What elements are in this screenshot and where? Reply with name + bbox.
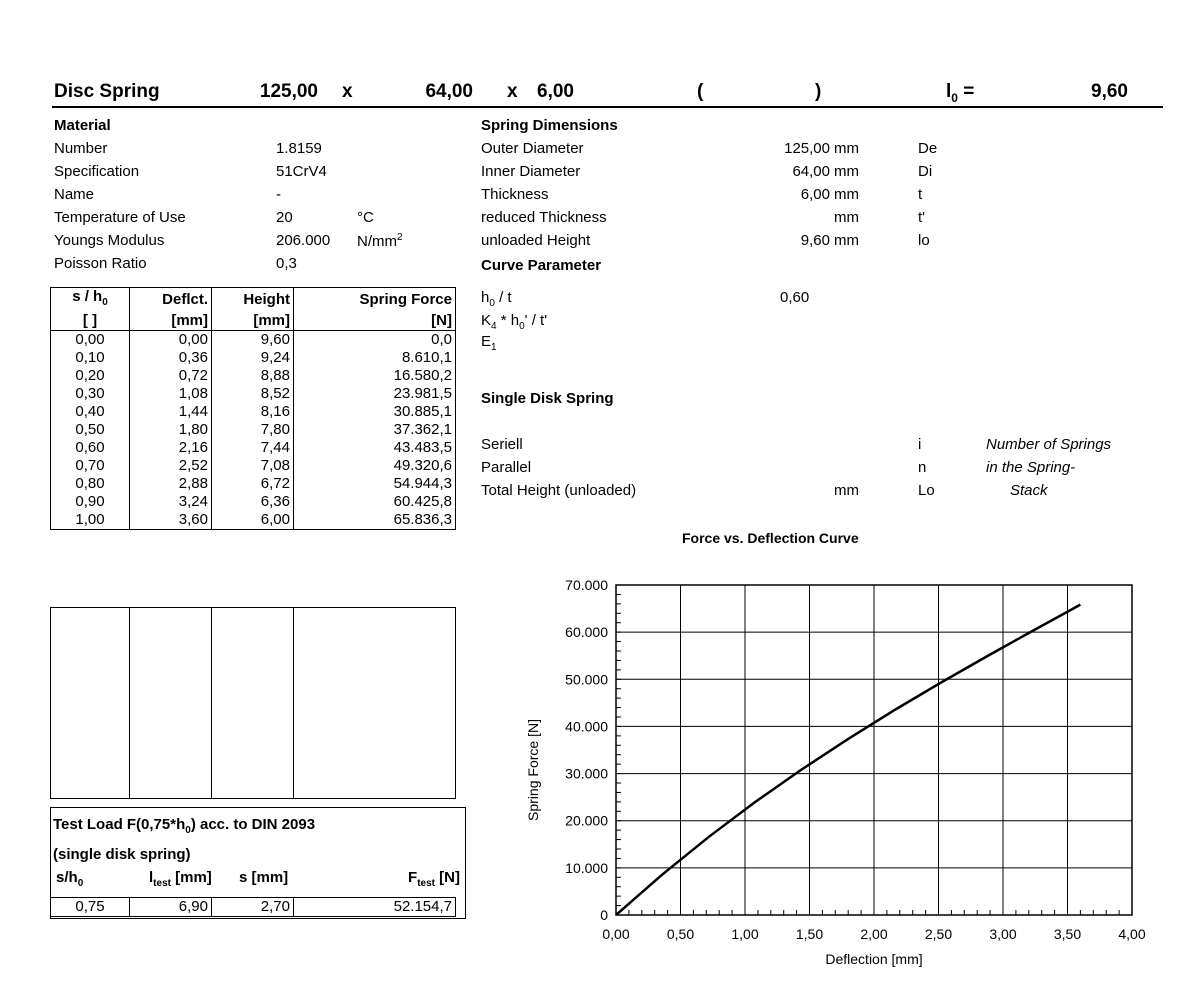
height-cell: 8,16 [212, 403, 294, 421]
deflection-table [50, 287, 456, 530]
table-row [51, 475, 456, 493]
y-tick-label: 70.000 [565, 577, 608, 593]
dimension-unit: mm [834, 232, 859, 249]
curve-param-k4: $K_4 * h_0'$ / t' [481, 312, 548, 332]
force-cell: 43.483,5 [294, 439, 456, 457]
ratio-cell: 0,60 [51, 439, 130, 457]
x-tick-label: 2,00 [860, 926, 888, 942]
x-tick-label: 0,00 [602, 926, 630, 942]
y-axis-label: Spring Force [N] [525, 719, 541, 821]
dimension-label: reduced Thickness [481, 209, 607, 226]
test-force-value: 52.154,7 [294, 898, 456, 917]
unit-force: [N] [294, 312, 456, 331]
single-symbol: i [918, 436, 922, 453]
x-tick-label: 3,50 [1053, 926, 1082, 942]
deflection-cell: 3,60 [130, 511, 212, 530]
force-cell: 8.610,1 [294, 349, 456, 367]
ratio-cell: 0,50 [51, 421, 130, 439]
single-symbol: n [918, 459, 927, 476]
dimension-symbol: t [918, 186, 923, 203]
single-unit: mm [834, 482, 859, 499]
dimension-value: 6,00 [800, 186, 830, 203]
single-label: Total Height (unloaded) [481, 482, 637, 499]
deflection-cell: 1,44 [130, 403, 212, 421]
force-cell: 30.885,1 [294, 403, 456, 421]
dimension-symbol: Di [918, 163, 933, 180]
header-times-2: x [507, 81, 518, 102]
header-underline [52, 106, 1163, 108]
test-col-ftest: $F_{test}$ [N] [408, 869, 460, 889]
material-label: Youngs Modulus [54, 232, 165, 249]
test-load-values [50, 897, 456, 917]
header-inner-diameter: 64,00 [425, 81, 473, 102]
material-label: Number [54, 140, 108, 157]
height-cell: 7,80 [212, 421, 294, 439]
height-cell: 9,24 [212, 349, 294, 367]
table-row [51, 439, 456, 457]
force-curve [616, 605, 1080, 915]
deflection-cell: 2,52 [130, 457, 212, 475]
unit-ratio: [ ] [51, 312, 130, 331]
material-unit: $N/mm^2$ [357, 232, 403, 250]
ratio-cell: 0,30 [51, 385, 130, 403]
table-header-row [51, 288, 456, 313]
table-row [51, 511, 456, 530]
deflection-cell: 2,88 [130, 475, 212, 493]
dimension-value: 64,00 [792, 163, 830, 180]
dimension-symbol: lo [918, 232, 930, 249]
force-cell: 16.580,2 [294, 367, 456, 385]
height-cell: 7,44 [212, 439, 294, 457]
dimension-symbol: t' [918, 209, 926, 226]
ratio-cell: 1,00 [51, 511, 130, 530]
header-l0-value: 9,60 [1091, 81, 1128, 102]
dimension-label: Thickness [481, 186, 549, 203]
single-note: Number of Springs [986, 436, 1112, 453]
table-row [51, 349, 456, 367]
table-row [51, 367, 456, 385]
deflection-cell: 2,16 [130, 439, 212, 457]
deflection-cell: 0,00 [130, 331, 212, 350]
empty-cell [51, 608, 130, 799]
table-row [51, 493, 456, 511]
empty-cell [130, 608, 212, 799]
y-tick-label: 20.000 [565, 812, 608, 829]
ratio-cell: 0,00 [51, 331, 130, 350]
chart-title: Force vs. Deflection Curve [682, 530, 859, 546]
dimension-value: 125,00 [784, 140, 830, 157]
test-ltest-value: 6,90 [130, 898, 212, 917]
height-cell: 8,52 [212, 385, 294, 403]
col-header-deflection: Deflct. [130, 288, 212, 313]
dimension-symbol: De [918, 140, 938, 157]
force-deflection-chart [520, 570, 1160, 990]
test-col-s: s [mm] [239, 869, 289, 886]
x-tick-label: 1,50 [795, 926, 824, 942]
dimension-value: 9,60 [800, 232, 830, 249]
force-cell: 60.425,8 [294, 493, 456, 511]
force-cell: 54.944,3 [294, 475, 456, 493]
unit-height: [mm] [212, 312, 294, 331]
dimension-label: Inner Diameter [481, 163, 581, 180]
table-row [51, 385, 456, 403]
ratio-cell: 0,40 [51, 403, 130, 421]
ratio-cell: 0,20 [51, 367, 130, 385]
dimension-unit: mm [834, 186, 859, 203]
height-cell: 6,72 [212, 475, 294, 493]
material-label: Temperature of Use [54, 209, 186, 226]
dimension-label: Outer Diameter [481, 140, 584, 157]
col-header-height: Height [212, 288, 294, 313]
x-tick-label: 0,50 [666, 926, 695, 942]
empty-cell [294, 608, 456, 799]
material-label: Specification [54, 163, 140, 180]
y-tick-label: 10.000 [565, 859, 608, 876]
material-value: 20 [276, 209, 293, 226]
force-cell: 23.981,5 [294, 385, 456, 403]
ratio-cell: 0,70 [51, 457, 130, 475]
empty-cell [212, 608, 294, 799]
curve-param-h0t: $h_0$ / t [481, 289, 512, 309]
test-load-subtitle: (single disk spring) [53, 846, 191, 863]
col-header-ratio: s / $h_0$ [51, 288, 130, 313]
single-label: Seriell [481, 436, 523, 453]
single-disk-title: Single Disk Spring [481, 390, 614, 407]
dimension-label: unloaded Height [481, 232, 591, 249]
ratio-cell: 0,10 [51, 349, 130, 367]
x-tick-label: 4,00 [1118, 926, 1146, 942]
material-title: Material [54, 117, 111, 134]
test-load-row [51, 898, 456, 917]
height-cell: 6,00 [212, 511, 294, 530]
test-s-value: 2,70 [212, 898, 294, 917]
height-cell: 7,08 [212, 457, 294, 475]
deflection-cell: 3,24 [130, 493, 212, 511]
test-ratio-value: 0,75 [51, 898, 130, 917]
material-value: 51CrV4 [276, 163, 327, 180]
header-outer-diameter: 125,00 [259, 81, 318, 102]
material-value: - [276, 186, 281, 203]
x-tick-label: 1,00 [731, 926, 759, 942]
y-tick-label: 50.000 [565, 671, 608, 688]
table-row [51, 331, 456, 350]
curve-param-e1: $E_1$ [481, 333, 497, 353]
dimension-unit: mm [834, 163, 859, 180]
deflection-cell: 0,36 [130, 349, 212, 367]
curve-param-h0t-value: 0,60 [780, 289, 810, 306]
dimensions-title: Spring Dimensions [481, 117, 618, 134]
test-col-ratio: $s/h_0$ [56, 869, 84, 889]
unit-deflection: [mm] [130, 312, 212, 331]
test-load-title: Test Load $F(0,75*h_0)$ acc. to DIN 2093 [53, 816, 316, 836]
y-tick-label: 40.000 [565, 718, 608, 735]
material-label: Poisson Ratio [54, 255, 147, 272]
material-value: 1.8159 [276, 140, 322, 157]
force-cell: 65.836,3 [294, 511, 456, 530]
force-cell: 0,0 [294, 331, 456, 350]
single-symbol: Lo [918, 482, 935, 499]
single-label: Parallel [481, 459, 532, 476]
deflection-cell: 1,80 [130, 421, 212, 439]
header-paren-open: ( [697, 81, 704, 102]
dimension-unit: mm [834, 140, 859, 157]
empty-table-area [50, 607, 456, 799]
height-cell: 6,36 [212, 493, 294, 511]
header-l0-label: $l_0$ = [946, 81, 975, 105]
x-tick-label: 3,00 [989, 926, 1017, 942]
table-row [51, 403, 456, 421]
force-cell: 49.320,6 [294, 457, 456, 475]
height-cell: 8,88 [212, 367, 294, 385]
x-tick-label: 2,50 [924, 926, 953, 942]
col-header-force: Spring Force [294, 288, 456, 313]
material-unit: °C [357, 209, 374, 226]
header-title: Disc Spring [54, 81, 160, 102]
y-tick-label: 30.000 [565, 765, 608, 782]
header-thickness: 6,00 [537, 81, 574, 102]
y-tick-label: 0 [600, 907, 608, 923]
height-cell: 9,60 [212, 331, 294, 350]
table-row [51, 421, 456, 439]
deflection-cell: 1,08 [130, 385, 212, 403]
single-note: Stack [1010, 482, 1048, 499]
table-row [51, 457, 456, 475]
header-times-1: x [342, 81, 353, 102]
material-value: 206.000 [276, 232, 331, 249]
empty-row [51, 608, 456, 799]
curve-parameter-title: Curve Parameter [481, 257, 602, 274]
ratio-cell: 0,90 [51, 493, 130, 511]
material-value: 0,3 [276, 255, 297, 272]
table-unit-row [51, 312, 456, 331]
deflection-cell: 0,72 [130, 367, 212, 385]
x-axis-label: Deflection [mm] [825, 951, 923, 967]
dimension-unit: mm [834, 209, 859, 226]
single-note: in the Spring- [986, 459, 1076, 476]
test-col-ltest: $l_{test}$ [mm] [149, 869, 212, 889]
header-paren-close: ) [815, 81, 822, 102]
material-label: Name [54, 186, 95, 203]
y-tick-label: 60.000 [565, 624, 608, 641]
ratio-cell: 0,80 [51, 475, 130, 493]
force-cell: 37.362,1 [294, 421, 456, 439]
